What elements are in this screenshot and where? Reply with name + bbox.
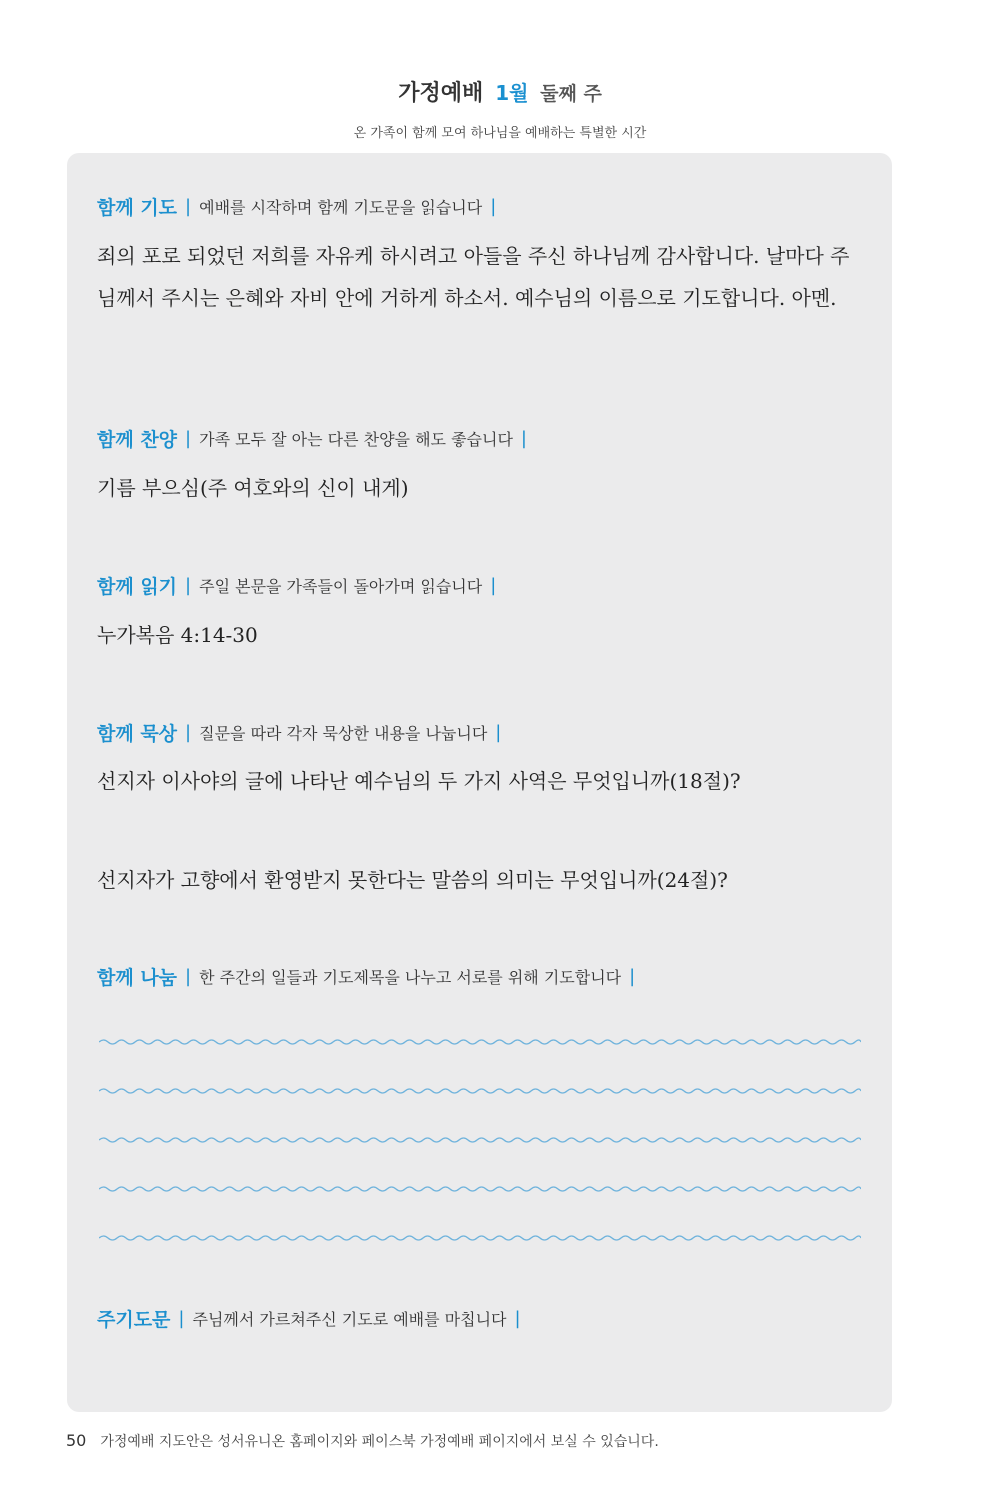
section-title: 주기도문: [97, 1309, 171, 1331]
section-desc: 주일 본문을 가족들이 돌아가며 읽습니다: [199, 577, 483, 596]
page-subtitle: 온 가족이 함께 모여 하나님을 예배하는 특별한 시간: [353, 126, 647, 141]
divider: |: [495, 722, 502, 743]
section-lords-prayer-header: [97, 1305, 529, 1332]
divider: |: [490, 575, 497, 596]
section-praise-header: [97, 425, 535, 452]
writing-line: [99, 1037, 861, 1047]
page-number: 50: [66, 1431, 87, 1450]
section-title: 함께 묵상: [97, 723, 178, 745]
divider: |: [520, 428, 527, 449]
prayer-text: 죄의 포로 되었던 저희를 자유케 하시려고 아들을 주신 하나님께 감사합니다. 날마다 주님께서 주시는 은혜와 자비 안에 거하게 하소서. 예수님의 이름으로 기도합니다. 아멘.: [97, 244, 850, 310]
divider: |: [629, 966, 636, 987]
meditation-question-2: 선지자가 고향에서 환영받지 못한다는 말씀의 의미는 무엇입니까(24절)?: [97, 868, 728, 892]
footer-note: 가정예배 지도안은 성서유니온 홈페이지와 페이스북 가정예배 페이지에서 보실 수 있습니다.: [100, 1434, 659, 1450]
section-desc: 가족 모두 잘 아는 다른 찬양을 해도 좋습니다: [199, 430, 513, 449]
divider: |: [185, 575, 192, 596]
section-desc: 한 주간의 일들과 기도제목을 나누고 서로를 위해 기도합니다: [199, 968, 622, 987]
divider: |: [185, 196, 192, 217]
section-sharing-header: [97, 963, 643, 990]
page-footer: [66, 1431, 659, 1451]
writing-line: [99, 1184, 861, 1194]
writing-line: [99, 1233, 861, 1243]
section-title: 함께 찬양: [97, 429, 178, 451]
meditation-question-1: 선지자 이사야의 글에 나타난 예수님의 두 가지 사역은 무엇입니까(18절)?: [97, 769, 741, 793]
worship-card: [67, 153, 892, 1412]
title-text: 가정예배: [398, 81, 484, 106]
divider: |: [185, 722, 192, 743]
section-title: 함께 기도: [97, 197, 178, 219]
section-desc: 질문을 따라 각자 묵상한 내용을 나눕니다: [199, 724, 488, 743]
section-desc: 주님께서 가르쳐주신 기도로 예배를 마칩니다: [192, 1310, 507, 1329]
section-meditation-header: [97, 719, 509, 746]
section-reading-header: [97, 572, 504, 599]
writing-line: [99, 1135, 861, 1145]
page-title: [0, 76, 1000, 107]
praise-song: 기름 부으심(주 여호와의 신이 내게): [97, 476, 409, 500]
section-title: 함께 읽기: [97, 576, 178, 598]
divider: |: [490, 196, 497, 217]
divider: |: [514, 1308, 521, 1329]
section-desc: 예배를 시작하며 함께 기도문을 읽습니다: [199, 198, 483, 217]
scripture-reference: 누가복음 4:14-30: [97, 623, 258, 647]
week-label: 둘째 주: [540, 83, 602, 105]
divider: |: [185, 428, 192, 449]
section-title: 함께 나눔: [97, 967, 178, 989]
month-label: 1월: [495, 81, 529, 105]
writing-line: [99, 1086, 861, 1096]
section-prayer-header: [97, 193, 504, 220]
divider: |: [185, 966, 192, 987]
divider: |: [178, 1308, 185, 1329]
